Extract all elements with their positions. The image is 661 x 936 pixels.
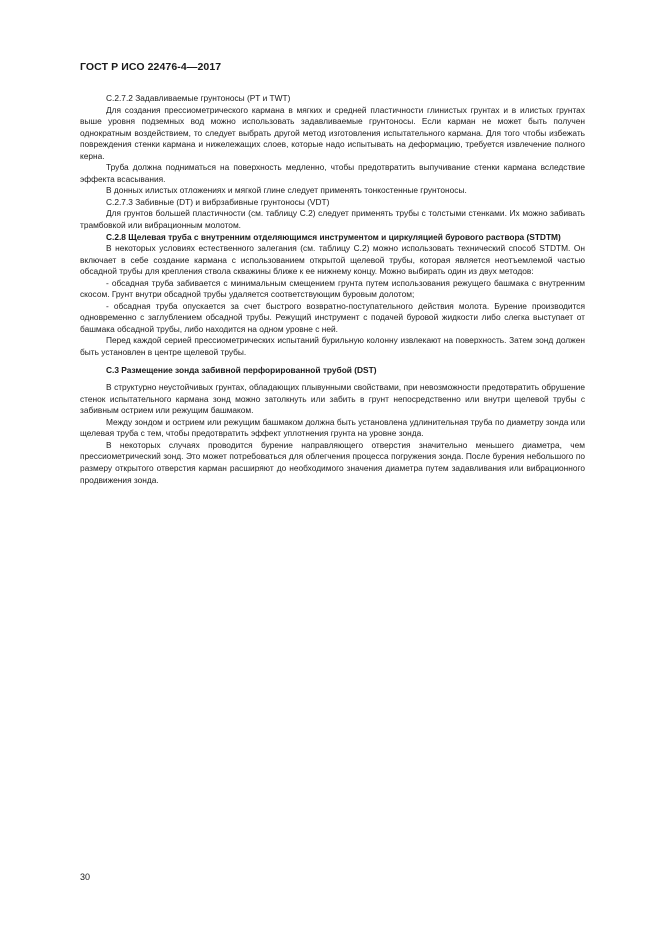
- paragraph: В структурно неустойчивых грунтах, обладающих плывунными свойствами, при невозможности предотвратить обрушение стенок испытательного кармана зонд можно затолкнуть или забить в грунт непосредственно или внутри щелевой трубы с забивным острием или режущим башмаком.: [80, 382, 585, 416]
- paragraph: В некоторых условиях естественного залегания (см. таблицу С.2) можно использовать технический способ STDTM. Он включает в себе создание кармана с использованием открытой щелевой трубы, которая является неотъемлемой частью обсадной трубы для крепления ствола скважины ближе к ее нижнему концу. Можно выбирать один из двух методов:: [80, 243, 585, 277]
- paragraph: В некоторых случаях проводится бурение направляющего отверстия значительно меньшего диаметра, чем прессиометрический зонд. Это может потребоваться для облегчения процесса погружения зонда. После бурения небольшого по размеру открытого отверстия карман расширяют до необходимого значения диаметра путем задавливания или вибрационного продвижения зонда.: [80, 439, 585, 485]
- subsection-heading-c28: С.2.8 Щелевая труба с внутренним отделяющимся инструментом и циркуляцией бурового раствора (STDTM): [106, 231, 561, 242]
- page-number: 30: [80, 872, 91, 882]
- document-header: ГОСТ Р ИСО 22476-4—2017: [80, 61, 222, 73]
- paragraph: Между зондом и острием или режущим башмаком должна быть установлена удлинительная труба по диаметру зонда или щелевая труба с тем, чтобы предотвратить эффект уплотнения грунта на уровне зонда.: [80, 416, 585, 439]
- document-body: [80, 93, 585, 486]
- paragraph: В донных илистых отложениях и мягкой глине следует применять тонкостенные грунтоносы.: [106, 185, 467, 196]
- paragraph: Перед каждой серией прессиометрических испытаний бурильную колонну извлекают на поверхность. Затем зонд должен быть установлен в центре щелевой трубы.: [80, 335, 585, 358]
- paragraph: Труба должна подниматься на поверхность медленно, чтобы предотвратить выпучивание стенки кармана вследствие эффекта всасывания.: [80, 162, 585, 184]
- paragraph: Для создания прессиометрического кармана в мягких и средней пластичности глинистых грунтах и в илистых грунтах выше уровня подземных вод можно использовать задавливаемые грунтоносы. Если карман не может быть получен однократным воздействием, то следует выбрать другой метод изготовления испытательного кармана. Для того чтобы избежать повреждения стенки кармана и нижележащих слоев, которые надо испытывать на деформацию, требуется извлечение полного керна.: [80, 104, 585, 161]
- list-item: - обсадная труба опускается за счет быстрого возвратно-поступательного действия молота. Бурение производится одновременно с заглублением обсадной трубы. Режущий инструмент с подачей буровой жидкости либо слегка выступает от башмака обсадной трубы, либо находится на одном уровне с ней.: [80, 300, 585, 334]
- paragraph: Для грунтов большей пластичности (см. таблицу С.2) следует применять трубы с толстыми стенками. Их можно забивать трамбовкой или вибрационным молотом.: [80, 208, 585, 231]
- section-heading-c3: С.3 Размещение зонда забивной перфорированной трубой (DST): [106, 364, 377, 375]
- subsection-title-c273: С.2.7.3 Забивные (DT) и вибрзабивные грунтоносы (VDT): [106, 196, 330, 207]
- subsection-title-c272: С.2.7.2 Задавливаемые грунтоносы (PT и TWT): [106, 93, 291, 103]
- list-item: - обсадная труба забивается с минимальным смещением грунта путем использования режущего башмака с внутренним скосом. Грунт внутри обсадной трубы удаляется соответствующим буровым долотом;: [80, 277, 585, 300]
